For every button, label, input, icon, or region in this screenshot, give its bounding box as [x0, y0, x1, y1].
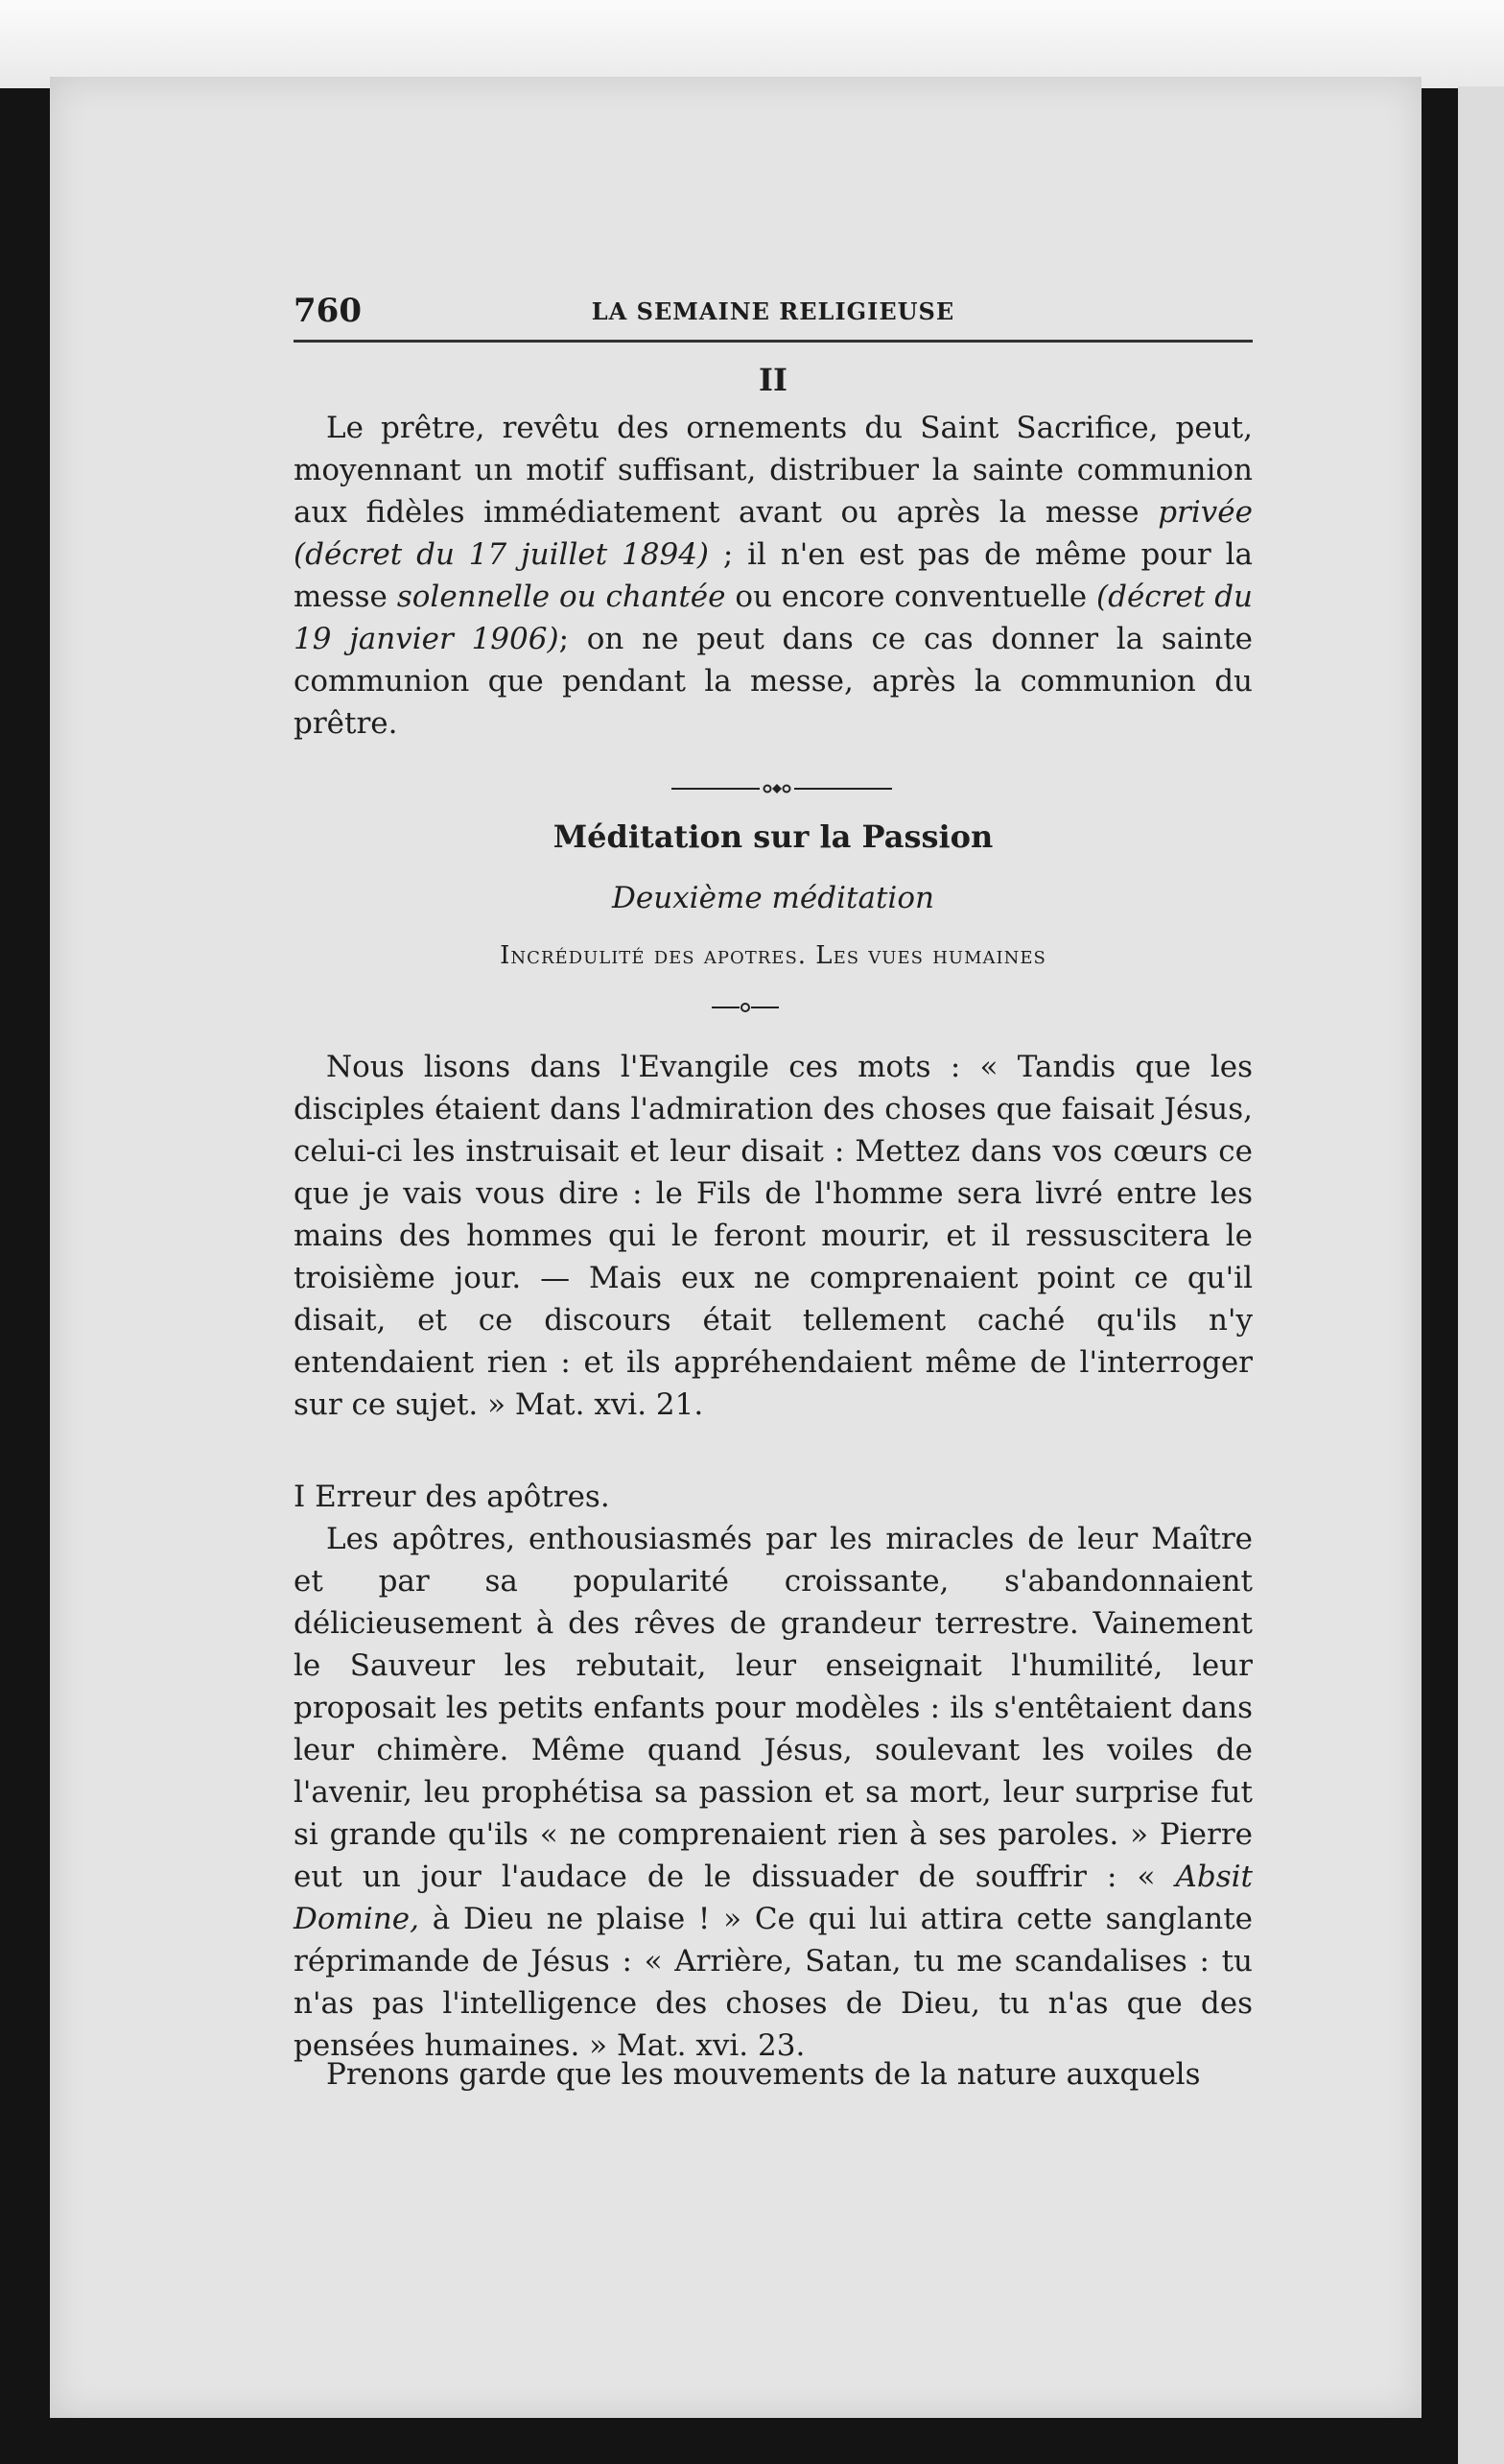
- page-number: 760: [294, 292, 362, 330]
- section-number: II: [759, 362, 787, 398]
- meditation-caption: Incrédulité des apotres. Les vues humaines: [500, 941, 1046, 970]
- paragraph-apotres: [294, 1518, 1253, 2067]
- paragraph-text: Les apôtres, enthousiasmés par les miracles de leur Maître et par sa popularité croissante, s'abandonnaient délicieusement à des rêves de grandeur terrestre. Vainement le Sauveur les rebutait, leur enseignait l'humilité, leur proposait les petits enfants pour modèles : ils s'entêtaient dans leur chimère. Même quand Jésus, soulevant les voiles de l'avenir, leu prophétisa sa passion et sa mort, leur surprise fut si grande qu'ils « ne comprenaient rien à ses paroles. » Pierre eut un jour l'audace de le dissuader de souffrir : «: [294, 1522, 1253, 1894]
- paragraph-text: à Dieu ne plaise ! » Ce qui lui attira cette sanglante réprimande de Jésus : « Arrière, Satan, tu me scandalises : tu n'as pas l'intelligence des choses de Dieu, tu n'as que des pensées humaines. » Mat. xvi. 23.: [294, 1902, 1253, 2063]
- section-heading-erreur: I Erreur des apôtres.: [294, 1480, 610, 1514]
- paragraph-prenons-garde: Prenons garde que les mouvements de la nature auxquels: [326, 2057, 1201, 2092]
- paragraph-communion: [294, 407, 1253, 745]
- paragraph-text: ; il n'en est pas de même pour la messe: [294, 537, 1253, 614]
- italic-text: privée (décret du 17 juillet 1894): [294, 495, 1253, 572]
- adjacent-page-edge: [1458, 86, 1504, 2464]
- scan-background: [0, 0, 1504, 88]
- italic-text: (décret du 19 janvier 1906): [294, 580, 1254, 656]
- italic-text: Absit Domine,: [294, 1860, 1253, 1936]
- meditation-subtitle: Deuxième méditation: [612, 881, 934, 915]
- page-header: [294, 288, 1253, 345]
- paragraph-text: Le prêtre, revêtu des ornements du Saint Sacrifice, peut, moyennant un motif suffisant, distribuer la sainte communion aux fidèles immédiatement avant ou après la messe: [294, 411, 1253, 530]
- paragraph-text: ou encore conventuelle: [725, 580, 1097, 614]
- paragraph-gospel-quote: Nous lisons dans l'Evangile ces mots : « Tandis que les disciples étaient dans l'admiration des choses que faisait Jésus, celui-ci les instruisait et leur disait : Mettez dans vos cœurs ce que je vais vous dire : le Fils de l'homme sera livré entre les mains des hommes qui le feront mourir, et il ressuscitera le troisième jour. — Mais eux ne comprenaient point ce qu'il disait, et ce discours était tellement caché qu'ils n'y entendaient rien : et ils appréhendaient même de l'interroger sur ce sujet. » Mat. xvi. 21.: [294, 1050, 1253, 1422]
- italic-text: solennelle ou chantée: [396, 580, 726, 614]
- small-separator: [712, 1002, 779, 1013]
- header-rule: [294, 340, 1253, 343]
- ornament-divider: [671, 783, 892, 794]
- meditation-title: Méditation sur la Passion: [552, 818, 994, 855]
- running-title: LA SEMAINE RELIGIEUSE: [591, 297, 955, 325]
- paragraph-text: ; on ne peut dans ce cas donner la sainte communion que pendant la messe, après la communion du prêtre.: [294, 622, 1253, 741]
